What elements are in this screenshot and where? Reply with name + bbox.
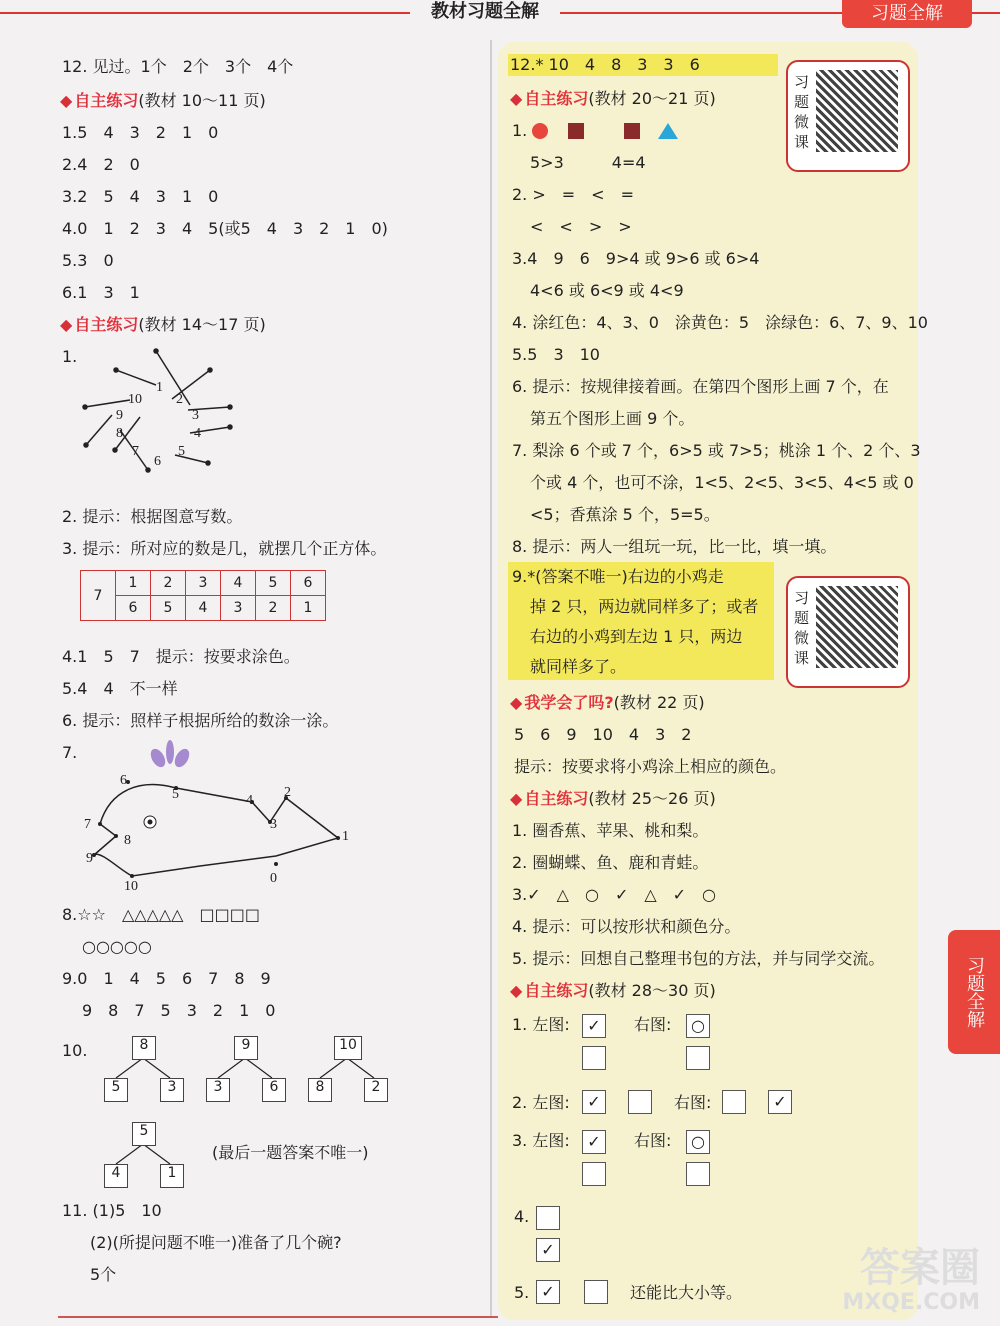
dot-label: 7 [132,444,139,459]
table-cell: 2 [256,596,291,621]
empty-box [582,1162,606,1186]
answer-line: <5；香蕉涂 5 个，5=5。 [530,505,720,524]
check-box: ✓ [582,1130,606,1154]
table-cell: 1 [116,571,151,596]
answer-label: 右图: [674,1093,712,1112]
answer-line: 5. 提示：回想自己整理书包的方法，并与同学交流。 [512,949,885,968]
dot-label: 1 [156,380,163,395]
table-cell: 6 [116,596,151,621]
whale-label: 9 [86,851,93,866]
answer-line: 8.☆☆ △△△△△ □□□□ [62,905,260,924]
whale-label: 2 [284,785,291,800]
answer-label: 右图: [634,1131,672,1150]
section-heading [510,692,705,714]
split-top-box: 9 [234,1036,258,1060]
answer-line: < < > > [530,217,632,236]
section-heading [510,980,716,1002]
whale-label: 4 [246,793,253,808]
section-pages: (教材 28～30 页) [588,981,716,1000]
empty-box [584,1280,608,1304]
answer-line: 6.1 3 1 [62,283,140,302]
empty-box [628,1090,652,1114]
answer-line: 个或 4 个，也可不涂，1<5、2<5、3<5、4<5 或 0 [530,473,914,492]
answer-line: 3. 提示：所对应的数是几，就摆几个正方体。 [62,539,387,558]
answer-line: 4<6 或 6<9 或 4<9 [530,281,684,300]
table-cell: 3 [221,596,256,621]
section-heading [60,90,266,112]
section-heading [510,88,716,110]
watermark-url: MXQE.COM [842,1290,980,1315]
split-top-box: 5 [132,1122,156,1146]
section-heading [60,314,266,336]
check-box: ✓ [582,1014,606,1038]
diamond-icon: ◆ [510,89,523,108]
answer-line: 就同样多了。 [530,657,627,676]
section-pages: (教材 10～11 页) [138,91,266,110]
dot-label: 8 [116,426,123,441]
whale-label: 8 [124,833,131,848]
column-divider [490,40,492,1316]
answer-line: 3.2 5 4 3 1 0 [62,187,219,206]
answer-line: 4. [514,1207,530,1226]
table-cell: 6 [291,571,326,596]
dot-label: 3 [192,408,199,423]
table-cell: 3 [186,571,221,596]
section-label: 自主练习 [74,91,139,110]
answer-line: 5>3 4=4 [530,153,646,172]
triangle-icon [658,123,678,139]
qr-code-card[interactable] [786,576,910,688]
whale-label: 1 [342,829,349,844]
section-pages: (教材 14～17 页) [138,315,266,334]
dot-label: 2 [176,392,183,407]
split-right-box: 1 [160,1164,184,1188]
check-box: ✓ [582,1090,606,1114]
section-label: 自主练习 [524,789,589,808]
answer-line: ○○○○○ [82,937,152,956]
empty-box [686,1046,710,1070]
answer-line: 4. 提示：可以按形状和颜色分。 [512,917,741,936]
answer-line: 3.4 9 6 9>4 或 9>6 或 6>4 [512,249,760,268]
section-pages: (教材 22 页) [613,693,705,712]
answer-line: 8. 提示：两人一组玩一玩，比一比，填一填。 [512,537,837,556]
square-icon [624,123,640,139]
answer-line: 4. 涂红色：4、3、0 涂黄色：5 涂绿色：6、7、9、10 [512,313,928,332]
answer-line: 提示：按要求将小鸡涂上相应的颜色。 [514,757,787,776]
qr-code-icon [816,586,898,668]
answer-line: 5.3 0 [62,251,114,270]
answer-line: 掉 2 只，两边就同样多了；或者 [530,597,759,616]
side-tab[interactable]: 习题全解 [948,930,1000,1054]
dot-label: 10 [128,392,142,407]
section-label: 我学会了吗? [524,693,614,712]
whale-label: 3 [270,817,277,832]
table-cell: 4 [221,571,256,596]
header-tab[interactable]: 习题全解 [842,0,972,28]
answer-label: 右图: [634,1015,672,1034]
qr-code-icon [816,70,898,152]
square-icon [568,123,584,139]
whale-label: 5 [172,787,179,802]
whale-label: 0 [270,871,277,886]
answer-line: 1. 左图: [512,1015,570,1034]
shape-row [530,120,690,142]
answer-line: 右边的小鸡到左边 1 只，两边 [530,627,743,646]
circle-box: ○ [686,1130,710,1154]
watermark-logo: 答案圈 [860,1245,980,1291]
section-label: 自主练习 [524,981,589,1000]
whale-label: 6 [120,773,127,788]
circle-box: ○ [686,1014,710,1038]
diamond-icon: ◆ [60,91,73,110]
split-left-box: 4 [104,1164,128,1188]
answer-line: 3.✓ △ ○ ✓ △ ✓ ○ [512,885,717,904]
answer-line: 9.*(答案不唯一)右边的小鸡走 [512,567,724,586]
diamond-icon: ◆ [60,315,73,334]
table-cell: 1 [291,596,326,621]
answer-line: 6. 提示：照样子根据所给的数涂一涂。 [62,711,339,730]
answer-note: (最后一题答案不唯一) [212,1143,369,1162]
table-cell: 5 [256,571,291,596]
split-top-box: 10 [334,1036,362,1060]
number-table [80,570,326,621]
section-heading [510,788,716,810]
whale-label: 10 [124,879,138,890]
check-box: ✓ [536,1280,560,1304]
diamond-icon: ◆ [510,981,523,1000]
answer-line: 2. 提示：根据图意写数。 [62,507,243,526]
answer-line: 5 6 9 10 4 3 2 [514,725,692,744]
empty-box [686,1162,710,1186]
check-box: ✓ [768,1090,792,1114]
section-label: 自主练习 [74,315,139,334]
answer-line: 4.1 5 7 提示：按要求涂色。 [62,647,300,666]
dot-label: 5 [178,444,185,459]
whale-label: 7 [84,817,91,832]
split-right-box: 3 [160,1078,184,1102]
answer-line: 5. [514,1283,530,1302]
qr-label: 习题微课 [794,73,810,151]
whale-figure [80,740,360,890]
empty-box [582,1046,606,1070]
diamond-icon: ◆ [510,789,523,808]
answer-12-right: 12.* 10 4 8 3 3 6 [508,54,778,76]
qr-code-card[interactable] [786,60,910,172]
split-top-box: 8 [132,1036,156,1060]
red-circle-icon [532,123,548,139]
answer-line: 6. 提示：按规律接着画。在第四个图形上画 7 个，在 [512,377,889,396]
answer-line: 2.4 2 0 [62,155,140,174]
answer-line: 2. 左图: [512,1093,570,1112]
answer-line: 1. [512,121,528,140]
dot-label: 6 [154,454,161,469]
footer-rule [58,1316,498,1318]
split-left-box: 8 [308,1078,332,1102]
section-pages: (教材 25～26 页) [588,789,716,808]
answer-line: 5个 [90,1265,117,1284]
answer-line: 3. 左图: [512,1131,570,1150]
dot-label: 9 [116,408,123,423]
answer-line: 9 8 7 5 3 2 1 0 [82,1001,276,1020]
split-right-box: 2 [364,1078,388,1102]
check-box: ✓ [536,1238,560,1262]
table-cell: 2 [151,571,186,596]
answer-line: 9.0 1 4 5 6 7 8 9 [62,969,271,988]
answer-line: 5.5 3 10 [512,345,600,364]
table-cell: 4 [186,596,221,621]
answer-line: 4.0 1 2 3 4 5(或5 4 3 2 1 0) [62,219,388,238]
answer-line: 5.4 4 不一样 [62,679,178,698]
split-left-box: 5 [104,1078,128,1102]
answer-line: (2)(所提问题不唯一)准备了几个碗? [90,1233,342,1252]
dot-to-dot-figure [80,345,250,485]
page-header-title: 教材习题全解 [410,0,560,24]
answer-line: 7. [62,743,78,762]
answer-line: 还能比大小等。 [630,1283,743,1302]
diamond-icon: ◆ [510,693,523,712]
split-right-box: 6 [262,1078,286,1102]
answer-line: 1.5 4 3 2 1 0 [62,123,219,142]
split-left-box: 3 [206,1078,230,1102]
answer-line: 2. 圈蝴蝶、鱼、鹿和青蛙。 [512,853,709,872]
table-head-cell: 7 [81,571,116,621]
section-pages: (教材 20～21 页) [588,89,716,108]
answer-line: 1. [62,347,78,366]
answer-line: 11. (1)5 10 [62,1201,162,1220]
empty-box [536,1206,560,1230]
empty-box [722,1090,746,1114]
answer-12: 12. 见过。1个 2个 3个 4个 [62,57,294,76]
dot-label: 4 [194,426,201,441]
answer-line: 7. 梨涂 6 个或 7 个，6>5 或 7>5；桃涂 1 个、2 个、3 [512,441,921,460]
answer-line: 10. [62,1041,88,1060]
answer-line: 2. > = < = [512,185,634,204]
answer-line: 1. 圈香蕉、苹果、桃和梨。 [512,821,709,840]
answer-line: 第五个图形上画 9 个。 [530,409,695,428]
qr-label: 习题微课 [794,589,810,667]
table-cell: 5 [151,596,186,621]
section-label: 自主练习 [524,89,589,108]
